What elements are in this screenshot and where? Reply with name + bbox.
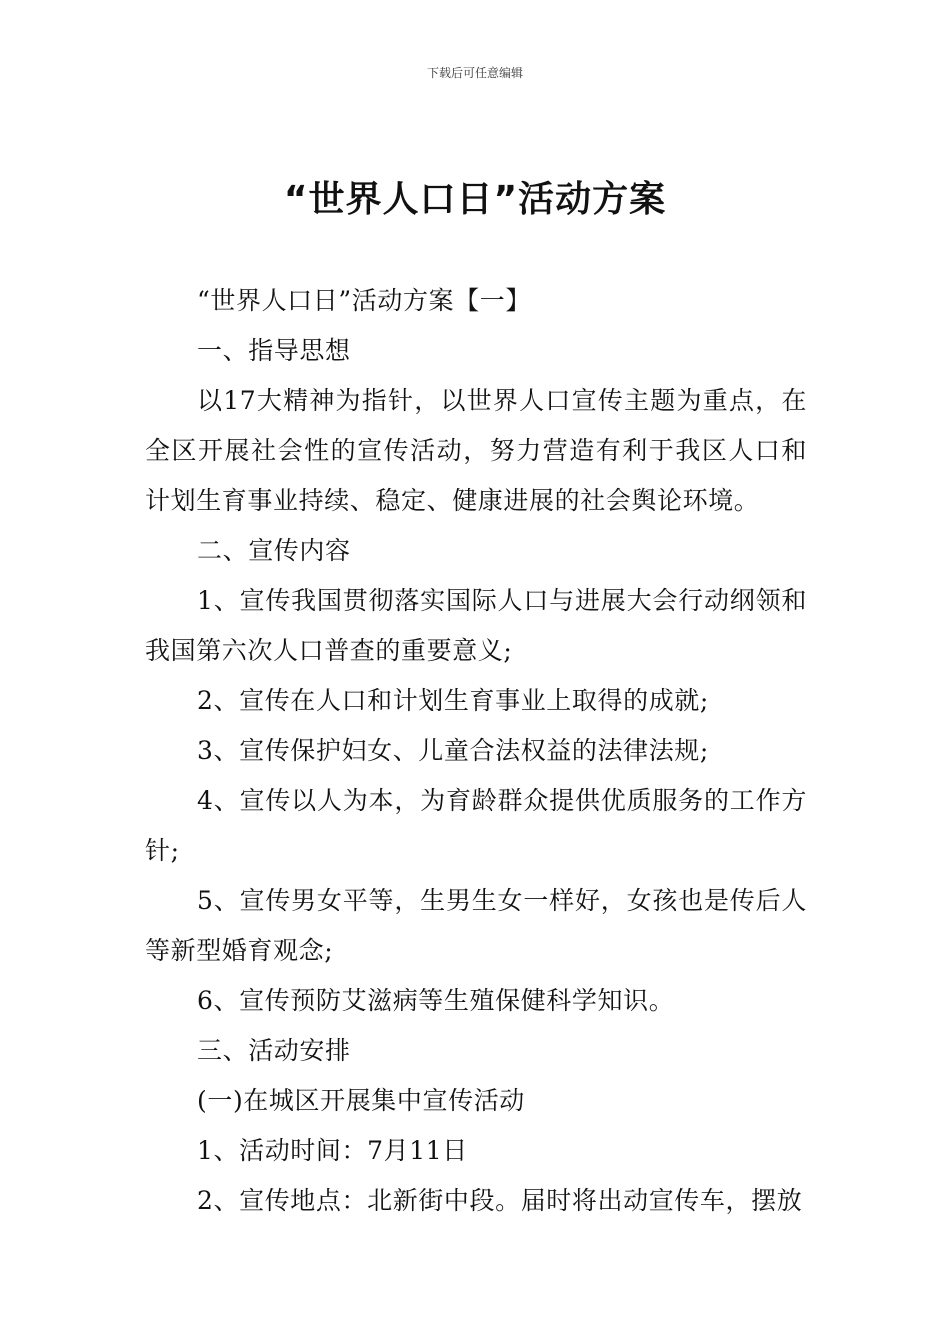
list-item: 2、宣传在人口和计划生育事业上取得的成就; [197,686,709,715]
list-item: 1、活动时间：7月11日 [197,1136,468,1165]
section-heading: 二、宣传内容 [197,536,351,565]
list-item: 1、宣传我国贯彻落实国际人口与进展大会行动纲领和我国第六次人口普查的重要意义; [145,586,807,665]
header-note: 下载后可任意编辑 [426,66,523,80]
section-heading: 三、活动安排 [197,1036,351,1065]
document-body [145,276,807,1226]
section-heading: 一、指导思想 [197,336,351,365]
document-title: “世界人口日”活动方案 [283,179,667,220]
body-paragraph: 以17大精神为指针，以世界人口宣传主题为重点，在全区开展社会性的宣传活动，努力营造有利于我区人口和计划生育事业持续、稳定、健康进展的社会舆论环境。 [145,386,807,515]
list-item: 2、宣传地点：北新街中段。届时将出动宣传车，摆放 [197,1186,803,1215]
list-item: 4、宣传以人为本，为育龄群众提供优质服务的工作方针; [145,786,807,865]
list-item: 5、宣传男女平等，生男生女一样好，女孩也是传后人等新型婚育观念; [145,886,807,965]
list-item: 6、宣传预防艾滋病等生殖保健科学知识。 [197,986,675,1015]
list-item: 3、宣传保护妇女、儿童合法权益的法律法规; [197,736,709,765]
section-heading: “世界人口日”活动方案【一】 [197,286,531,315]
subsection-heading: (一)在城区开展集中宣传活动 [197,1086,525,1115]
